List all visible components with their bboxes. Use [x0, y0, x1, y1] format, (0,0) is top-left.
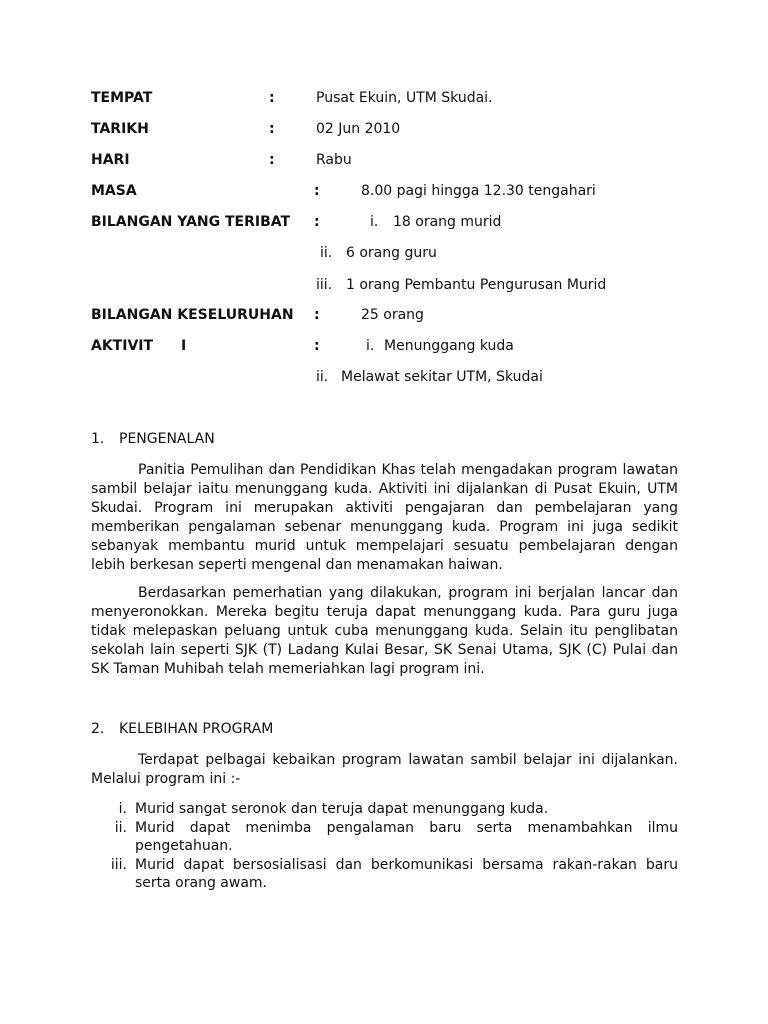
bilangan-item-1-num: i. [370, 214, 379, 230]
list-item [91, 800, 678, 819]
keseluruhan-colon: : [314, 307, 320, 323]
bilangan-item-3-num: iii. [316, 277, 333, 293]
section1-paragraph-2-text: Berdasarkan pemerhatian yang dilakukan, program ini berjalan lancar dan menyeronokkan. Mereka begitu teruja dapat menunggang kuda. Para guru juga tidak melepaskan peluang untuk cuba menunggang kuda. Selain itu penglibatan sekolah lain seperti SJK (T) Ladang Kulai Besar, SK Senai Utama, SJK (C) Pulai dan SK Taman Muhibah telah memeriahkan lagi program ini. [91, 585, 678, 677]
keseluruhan-value: 25 orang [361, 307, 424, 323]
aktiviti-item-2-num: ii. [316, 369, 329, 385]
bilangan-label: BILANGAN YANG TERIBAT [91, 214, 291, 230]
section1-paragraph-1-text: Panitia Pemulihan dan Pendidikan Khas telah mengadakan program lawatan sambil belajar iaitu menunggang kuda. Aktiviti ini dijalankan di Pusat Ekuin, UTM Skudai. Program ini merupakan aktiviti pengajaran dan pembelajaran yang memberikan pengalaman sebenar menunggang kuda. Program ini juga sedikit sebanyak membantu murid untuk mempelajari sesuatu pembelajaran dengan lebih berkesan seperti mengenal dan menamakan haiwan. [91, 462, 678, 573]
section1-number: 1. [91, 431, 105, 447]
bilangan-item-3-text: 1 orang Pembantu Pengurusan Murid [346, 277, 607, 293]
aktiviti-label-tail: I [181, 338, 187, 354]
tarikh-value: 02 Jun 2010 [316, 121, 401, 137]
section1-paragraph-1 [91, 461, 678, 575]
section2-list [91, 800, 678, 893]
hari-colon: : [269, 152, 275, 168]
list-item-text: Murid sangat seronok dan teruja dapat menunggang kuda. [135, 801, 549, 817]
list-item-text: Murid dapat menimba pengalaman baru serta menambahkan ilmu pengetahuan. [135, 819, 678, 854]
masa-label: MASA [91, 183, 137, 199]
aktiviti-item-1-num: i. [366, 338, 375, 354]
list-item-text: Murid dapat bersosialisasi dan berkomunikasi bersama rakan-rakan baru serta orang awam. [135, 856, 678, 891]
tempat-value: Pusat Ekuin, UTM Skudai. [316, 90, 493, 106]
section1-title: PENGENALAN [119, 431, 215, 447]
tempat-colon: : [269, 90, 275, 106]
aktiviti-item-2-text: Melawat sekitar UTM, Skudai [341, 369, 543, 385]
list-item-number: iii. [110, 856, 127, 873]
section2-title: KELEBIHAN PROGRAM [119, 721, 274, 737]
list-item [91, 819, 678, 856]
list-item-number: ii. [114, 819, 127, 836]
section2-number: 2. [91, 721, 105, 737]
masa-value: 8.00 pagi hingga 12.30 tengahari [361, 183, 596, 199]
section2-intro-text: Terdapat pelbagai kebaikan program lawatan sambil belajar ini dijalankan. Melalui program ini :- [91, 752, 678, 787]
aktiviti-label: AKTIVIT [91, 338, 154, 354]
aktiviti-item-1-text: Menunggang kuda [384, 338, 514, 354]
tempat-label: TEMPAT [91, 90, 153, 106]
hari-value: Rabu [316, 152, 352, 168]
list-item [91, 856, 678, 893]
hari-label: HARI [91, 152, 130, 168]
bilangan-item-2-text: 6 orang guru [346, 245, 437, 261]
bilangan-item-2-num: ii. [320, 245, 333, 261]
section1-paragraph-2 [91, 584, 678, 679]
masa-colon: : [314, 183, 320, 199]
tarikh-colon: : [269, 121, 275, 137]
bilangan-item-1-text: 18 orang murid [393, 214, 502, 230]
section2-intro [91, 751, 678, 789]
aktiviti-colon: : [314, 338, 320, 354]
keseluruhan-label: BILANGAN KESELURUHAN [91, 307, 294, 323]
tarikh-label: TARIKH [91, 121, 149, 137]
bilangan-colon: : [314, 214, 320, 230]
list-item-number: i. [118, 801, 127, 817]
